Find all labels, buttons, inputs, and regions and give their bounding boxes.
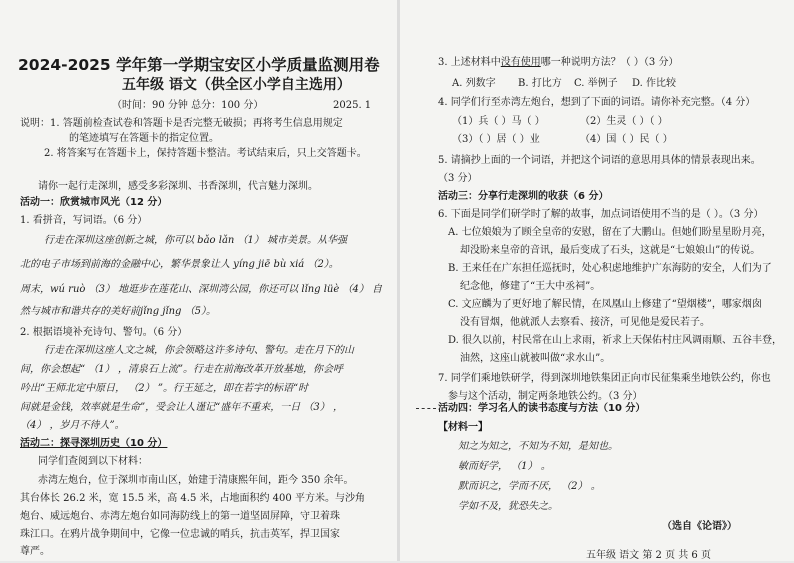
q2-line-1: 行走在深圳这座人文之城，你会领略这许多诗句、警句。走在月下的山: [44, 345, 354, 356]
question-3: [438, 56, 678, 70]
note-1b: 的笔迹填写在答题卡的指定位置。: [69, 133, 219, 144]
q3-suffix: 哪一种说明方法？（ ）（3 分）: [540, 57, 679, 68]
material-line-2: 其台体长 26.2 米，宽 15.5 米，高 4.5 米，占地面积约 400 平方米。与沙角: [20, 493, 365, 504]
activity-1-title: 活动一：欣赏城市风光（12 分）: [20, 197, 168, 208]
q3-option-c: C. 举例子: [574, 78, 618, 89]
question-5: 5. 请摘抄上面的一个词语，并把这个词语的意思用具体的情景表现出来。: [438, 155, 761, 166]
question-6: 6. 下面是同学们研学时了解的故事，加点词语使用不当的是（ ）。（3 分）: [438, 209, 764, 220]
q1-line-4: 然与城市和谐共存的美好前jǐng jǐng （5）。: [20, 306, 217, 317]
analects-line-2: 敏而好学， （1） 。: [458, 461, 551, 472]
material-line-5: 尊严。: [20, 546, 50, 557]
q4-item-4: （4）国（ ）民（ ）: [580, 134, 673, 145]
q4-item-1: （1）兵（ ）马（ ）: [452, 116, 545, 127]
intro-text: 请你一起行走深圳，感受多彩深圳、书香深圳，代言魅力深圳。: [38, 181, 318, 192]
q5-score: （3 分）: [438, 173, 478, 184]
q3-option-d: D. 作比较: [632, 78, 677, 89]
q1-line-2: 北的电子市场到前海的金融中心，繁华景象让人 yíng jiē bù xiá （2）。: [20, 259, 339, 270]
note-2: 2. 将答案写在答题卡上，保持答题卡整洁。考试结束后，只上交答题卡。: [44, 148, 367, 159]
question-2: 2. 根据语境补充诗句、警句。（6 分）: [20, 327, 188, 338]
note-1a: 说明：1. 答题前检查试卷和答题卡是否完整无破损；再将考生信息用规定: [20, 118, 343, 129]
q6-option-d-1: D. 很久以前，村民常在山上求雨，祈求上天保佑村庄风调雨顺、五谷丰登，: [448, 335, 783, 346]
page-footer: 五年级 语文 第 2 页 共 6 页: [586, 550, 711, 561]
question-4: 4. 同学们行至赤湾左炮台，想到了下面的词语。请你补充完整。（4 分）: [438, 97, 756, 108]
analects-line-3: 默而识之，学而不厌， （2） 。: [458, 481, 601, 492]
q4-item-2: （2）生灵（ ）（ ）: [580, 116, 668, 127]
activity-4-title: 活动四：学习名人的读书态度与方法（10 分）: [438, 403, 646, 414]
material-1-label: 【材料一】: [438, 422, 488, 433]
dashed-divider: [416, 408, 436, 409]
page-fold: [397, 0, 400, 561]
material-line-4: 珠江口。在鸦片战争期间中，它像一位忠诚的哨兵，抗击英军，捍卫国家: [20, 529, 340, 540]
q6-option-b-1: B. 王来任在广东担任巡抚时，处心积虑地维护广东海防的安全，人们为了: [448, 263, 772, 274]
q3-underlined: 没有使用: [500, 57, 541, 68]
activity-3-title: 活动三：分享行走深圳的收获（6 分）: [438, 191, 609, 202]
q2-line-3: 吟出“王师北定中原日， （2） ”。行王延之，即在若字的标语“时: [20, 383, 309, 394]
question-7-line-2: 参与这个活动，制定两条地铁公约。（3 分）: [448, 391, 643, 402]
exam-subtitle: 五年级 语文（供全区小学自主选用）: [122, 77, 351, 93]
exam-date: 2025. 1: [333, 100, 372, 111]
q3-option-a: A. 列数字: [452, 78, 496, 89]
analects-line-1: 知之为知之，不知为不知，是知也。: [458, 441, 618, 452]
q3-prefix: 3. 上述材料中: [438, 57, 501, 68]
activity-2-title: 活动二：探寻深圳历史（10 分）: [20, 438, 168, 449]
q6-option-c-2: 没有冒烟，他就派人去察看、接济，可见他是爱民若子。: [460, 317, 710, 328]
question-7-line-1: 7. 同学们乘地铁研学，得到深圳地铁集团正向市民征集乘坐地铁公约，你也: [438, 373, 771, 384]
question-1: 1. 看拼音，写词语。（6 分）: [20, 215, 148, 226]
q3-option-b: B. 打比方: [518, 78, 562, 89]
material-line-3: 炮台、威远炮台、赤湾左炮台如同海防线上的第一道坚固屏障，守卫着珠: [20, 511, 340, 522]
q2-line-2: 间，你会想起“ （1） ，清泉石上流”。行走在前海改革开放基地，你会呼: [20, 364, 343, 375]
material-line-1: 赤湾左炮台，位于深圳市南山区，始建于清康熙年间，距今 350 余年。: [38, 475, 354, 486]
activity-2-lead: 同学们查阅到以下材料：: [38, 456, 148, 467]
exam-title: 2024-2025 学年第一学期宝安区小学质量监测用卷: [18, 56, 380, 74]
q2-line-4: 间就是金钱，效率就是生命”，受会让人谨记“盛年不重来，一日 （3） ，: [20, 402, 343, 413]
analects-line-4: 学如不及，犹恐失之。: [458, 501, 558, 512]
q1-line-3: 周末，wú ruò （3） 地逛步在莲花山、深圳湾公园，你还可以 lǐng lüè （4） 自: [20, 284, 383, 295]
q6-option-a-1: A. 七位娘娘为了顾全皇帝的安慰，留在了大鹏山。但她们盼星星盼月亮，: [448, 227, 772, 238]
q6-option-b-2: 纪念他，修建了“王大中丞祠”。: [460, 281, 601, 292]
source-note: （选自《论语》）: [662, 521, 737, 532]
q6-option-c-1: C. 文应麟为了更好地了解民情，在凤凰山上修建了“望烟楼”，哪家烟囱: [448, 299, 762, 310]
q2-line-5: （4） ，岁月不待人”。: [20, 420, 125, 431]
q6-option-a-2: 却没盼来皇帝的音讯，最后变成了石头，这就是“七娘娘山”的传说。: [460, 245, 761, 256]
q1-line-1: 行走在深圳这座创新之城，你可以 bǎo lǎn （1） 城市美景。从华强: [44, 235, 348, 246]
q4-item-3: （3）（ ）居（ ）业: [452, 134, 540, 145]
q6-option-d-2: 油然，这座山就被叫做“求水山”。: [460, 353, 611, 364]
exam-time: （时间：90 分钟 总分：100 分）: [112, 100, 264, 111]
